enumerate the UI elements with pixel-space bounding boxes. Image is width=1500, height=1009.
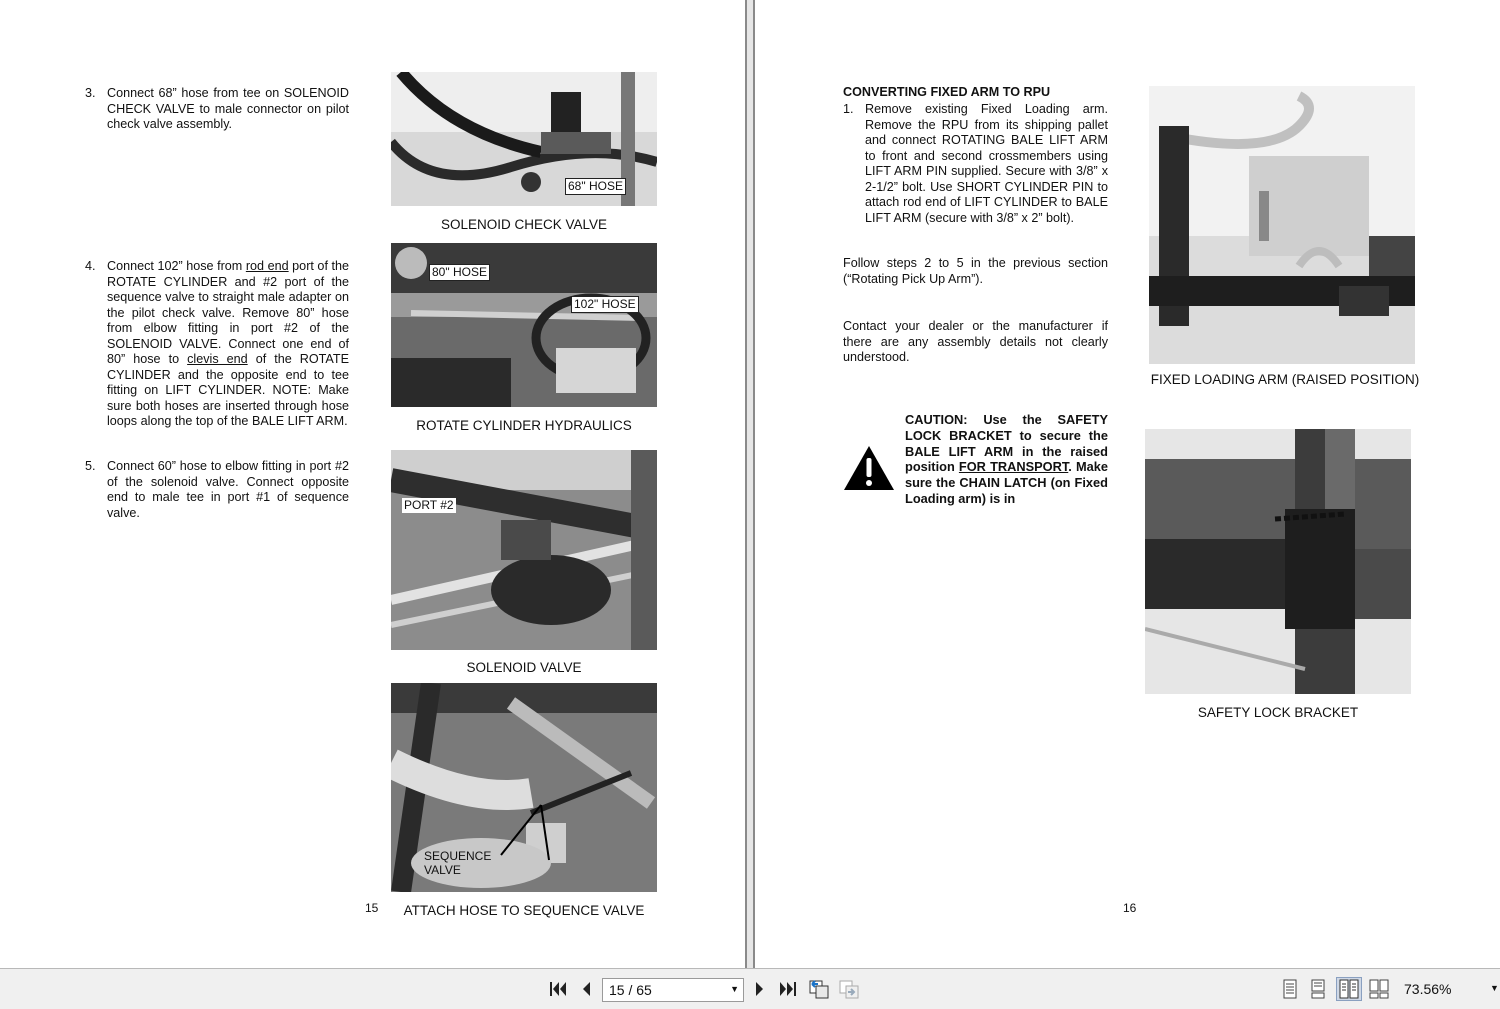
- page-number-16: 16: [1123, 901, 1137, 915]
- page-separator: [745, 0, 755, 968]
- follow-steps-text: Follow steps 2 to 5 in the previous section (“Rotating Pick Up Arm”).: [843, 256, 1108, 286]
- facing-pages-icon: [1339, 979, 1359, 999]
- zoom-dropdown-icon[interactable]: ▼: [1490, 983, 1499, 993]
- first-page-button[interactable]: [546, 977, 570, 1001]
- continuous-view-button[interactable]: [1307, 977, 1329, 1001]
- caption-attach-hose: ATTACH HOSE TO SEQUENCE VALVE: [403, 903, 645, 918]
- previous-view-icon: [808, 979, 830, 999]
- caption-safety-lock-bracket: SAFETY LOCK BRACKET: [1197, 705, 1359, 720]
- photo-fixed-loading-arm: [1149, 86, 1415, 364]
- previous-page-icon: [580, 981, 592, 997]
- caption-solenoid-valve: SOLENOID VALVE: [466, 660, 582, 675]
- callout-68-hose: 68" HOSE: [565, 178, 626, 195]
- last-page-button[interactable]: [776, 977, 800, 1001]
- photo-solenoid-valve: [391, 450, 657, 650]
- caption-fixed-loading-arm: FIXED LOADING ARM (RAISED POSITION): [1150, 372, 1420, 387]
- page-15: [0, 0, 745, 968]
- next-page-button[interactable]: [750, 977, 770, 1001]
- callout-80-hose: 80" HOSE: [429, 264, 490, 281]
- page-number-15: 15: [365, 901, 379, 915]
- callout-sequence-valve: SEQUENCE VALVE: [424, 849, 492, 877]
- callout-port-2: PORT #2: [404, 498, 454, 512]
- step-4: 4. Connect 102” hose from rod end port of the ROTATE CYLINDER and #2 port of the sequence valve to straight male adapter on the pilot check valve. Remove 80” hose from elbow fitting in port #2 of the SOLENOID VALVE. Connect one end of 80” hose to clevis end of the ROTATE CYLINDER and the opposite end to tee fitting on LIFT CYLINDER. NOTE: Make sure both hoses are inserted through hose loops along the top of the BALE LIFT ARM.: [85, 259, 350, 428]
- warning-icon: [842, 444, 896, 492]
- next-view-icon: [838, 979, 860, 999]
- section-heading: CONVERTING FIXED ARM TO RPU: [843, 85, 1051, 99]
- photo-safety-lock-bracket: [1145, 429, 1411, 694]
- viewer-toolbar: [0, 968, 1500, 1009]
- continuous-facing-view-button[interactable]: [1368, 977, 1390, 1001]
- page-number-input[interactable]: 15 / 65 ▼: [602, 978, 744, 1002]
- caption-solenoid-check-valve: SOLENOID CHECK VALVE: [440, 217, 608, 232]
- zoom-level[interactable]: 73.56%: [1404, 981, 1452, 997]
- first-page-icon: [549, 981, 567, 997]
- next-page-icon: [754, 981, 766, 997]
- single-page-view-button[interactable]: [1279, 977, 1301, 1001]
- last-page-icon: [779, 981, 797, 997]
- step-3: 3. Connect 68” hose from tee on SOLENOID CHECK VALVE to male connector on pilot check valve assembly.: [85, 86, 349, 131]
- previous-view-button[interactable]: [807, 977, 831, 1001]
- callout-102-hose: 102" HOSE: [571, 296, 639, 313]
- caption-rotate-cylinder-hydraulics: ROTATE CYLINDER HYDRAULICS: [416, 418, 632, 433]
- single-page-icon: [1282, 979, 1298, 999]
- step-1: 1. Remove existing Fixed Loading arm. Remove the RPU from its shipping pallet and connect ROTATING BALE LIFT ARM to front and second crossmembers using LIFT ARM PIN supplied. Secure with 3/8” x 2-1/2” bolt. Use SHORT CYLINDER PIN to attach rod end of LIFT CYLINDER to BALE LIFT ARM (secure with 3/8” x 2” bolt).: [843, 102, 1108, 225]
- page-16: [755, 0, 1500, 968]
- previous-page-button[interactable]: [576, 977, 596, 1001]
- continuous-page-icon: [1310, 979, 1326, 999]
- caution-text: CAUTION: Use the SAFETY LOCK BRACKET to secure the BALE LIFT ARM in the raised position FOR TRANSPORT. Make sure the CHAIN LATCH (on Fixed Loading arm) is in: [905, 412, 1108, 506]
- facing-view-button[interactable]: [1336, 977, 1362, 1001]
- chevron-down-icon[interactable]: ▼: [730, 984, 739, 994]
- continuous-facing-icon: [1369, 979, 1389, 999]
- contact-text: Contact your dealer or the manufacturer if there are any assembly details not clearly understood.: [843, 319, 1108, 364]
- next-view-button[interactable]: [837, 977, 861, 1001]
- step-5: 5. Connect 60” hose to elbow fitting in port #2 of the solenoid valve. Connect opposite end to male tee in port #1 of sequence valve.: [85, 459, 349, 520]
